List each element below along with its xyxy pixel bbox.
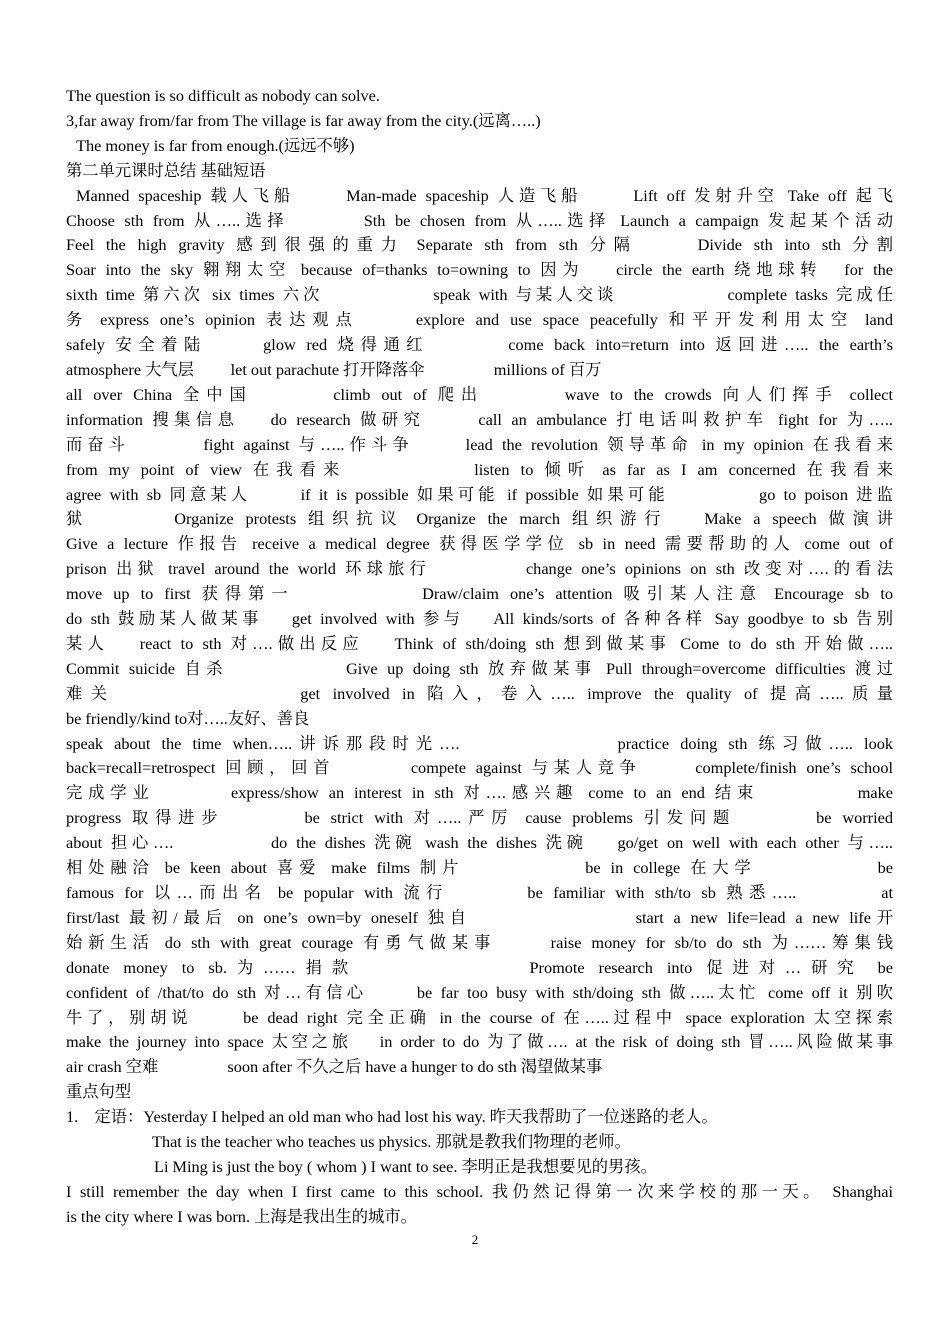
text-line: Feel the high gravity 感到很强的重力 Separate sth from sth 分隔 Divide sth into sth 分割 — [66, 235, 893, 255]
section-heading: 第二单元课时总结 基础短语 — [66, 160, 266, 180]
text-line: do sth 鼓励某人做某事 get involved with 参与 All kinds/sorts of 各种各样 Say goodbye to sb 告别 — [66, 609, 893, 629]
text-line: 牛了，别胡说 be dead right 完全正确 in the course of 在…..过程中 space exploration 太空探索 — [66, 1007, 893, 1027]
text-line: Give a lecture 作报告 receive a medical degree 获得医学学位 sb in need 需要帮助的人 come out of — [66, 534, 893, 554]
text-line: 3,far away from/far from The village is far away from the city.(远离…..) — [66, 110, 541, 130]
text-line: back=recall=retrospect 回顾，回首 compete against 与某人竞争 complete/finish one’s school — [66, 758, 893, 778]
text-line: is the city where I was born. 上海是我出生的城市。 — [66, 1206, 417, 1226]
text-line: Manned spaceship 载人飞船 Man-made spaceship 人造飞船 Lift off 发射升空 Take off 起飞 — [76, 185, 893, 205]
text-line: atmosphere 大气层 let out parachute 打开降落伞 millions of 百万 — [66, 359, 602, 379]
text-line: 1. 定语：Yesterday I helped an old man who had lost his way. 昨天我帮助了一位迷路的老人。 — [66, 1107, 718, 1127]
text-line: progress 取得进步 be strict with 对…..严厉 cause problems 引发问题 be worried — [66, 808, 893, 828]
text-line: 相处融洽 be keen about 喜爱 make films 制片 be in college 在大学 be — [66, 858, 893, 878]
text-line: 某人 react to sth 对….做出反应 Think of sth/doing sth 想到做某事 Come to do sth 开始做….. — [66, 633, 893, 653]
text-line: The question is so difficult as nobody can solve. — [66, 86, 380, 105]
text-line: move up to first 获得第一 Draw/claim one’s attention 吸引某人注意 Encourage sb to — [66, 584, 893, 604]
page-number: 2 — [471, 1232, 479, 1247]
text-line: The money is far from enough.(远远不够) — [76, 135, 355, 155]
text-line: Commit suicide 自杀 Give up doing sth 放弃做某事 Pull through=overcome difficulties 渡过 — [66, 658, 893, 678]
text-line: 务 express one’s opinion 表达观点 explore and use space peacefully 和平开发利用太空 land — [66, 310, 893, 330]
text-line: air crash 空难 soon after 不久之后 have a hunger to do sth 渴望做某事 — [66, 1057, 603, 1077]
text-line: sixth time 第六次 six times 六次 speak with 与某人交谈 complete tasks 完成任 — [66, 285, 893, 305]
text-line: I still remember the day when I first came to this school. 我仍然记得第一次来学校的那一天。 Shanghai — [66, 1181, 893, 1201]
text-line: speak about the time when…..讲诉那段时光…. practice doing sth 练习做….. look — [66, 733, 893, 753]
text-line: That is the teacher who teaches us physics. 那就是教我们物理的老师。 — [152, 1132, 631, 1152]
text-line: agree with sb 同意某人 if it is possible 如果可能 if possible 如果可能 go to poison 进监 — [66, 484, 893, 504]
text-line: all over China 全中国 climb out of 爬出 wave to the crowds 向人们挥手 collect — [66, 384, 893, 404]
text-line: Li Ming is just the boy ( whom ) I want to see. 李明正是我想要见的男孩。 — [154, 1156, 657, 1176]
text-line: 完成学业 express/show an interest in sth 对….感兴趣 come to an end 结束 make — [66, 783, 893, 803]
text-line: information 搜集信息 do research 做研究 call an ambulance 打电话叫救护车 fight for 为….. — [66, 409, 893, 429]
section-heading: 重点句型 — [66, 1082, 132, 1102]
text-line: 难关 get involved in 陷入，卷入….. improve the quality of 提高…..质量 — [66, 683, 893, 703]
text-line: first/last 最初/最后 on one’s own=by oneself 独自 start a new life=lead a new life开 — [66, 907, 893, 927]
document-body — [66, 84, 893, 1230]
text-line: 而奋斗 fight against 与…..作斗争 lead the revolution 领导革命 in my opinion 在我看来 — [66, 434, 893, 454]
text-line: prison 出狱 travel around the world 环球旅行 change one’s opinions on sth 改变对….的看法 — [66, 559, 893, 579]
text-line: Soar into the sky 翱翔太空 because of=thanks to=owning to 因为 circle the earth 绕地球转 for the — [66, 260, 893, 280]
text-line: confident of /that/to do sth 对…有信心 be far too busy with sth/doing sth 做…..太忙 come off it 别吹 — [66, 982, 893, 1002]
text-line: be friendly/kind to对…..友好、善良 — [66, 708, 310, 728]
text-line: 狱 Organize protests 组织抗议 Organize the march 组织游行 Make a speech 做演讲 — [66, 509, 893, 529]
text-line: 始新生活 do sth with great courage 有勇气做某事 raise money for sb/to do sth 为……筹集钱 — [66, 932, 893, 952]
text-line: famous for 以…而出名 be popular with 流行 be familiar with sth/to sb 熟悉….. at — [66, 883, 893, 902]
text-line: Choose sth from 从…..选择 Sth be chosen from 从…..选择 Launch a campaign 发起某个活动 — [66, 210, 893, 230]
text-line: make the journey into space 太空之旅 in order to do 为了做…. at the risk of doing sth 冒…..风险做某事 — [66, 1032, 893, 1052]
text-line: donate money to sb.为……捐款 Promote research into 促进对…研究 be — [66, 957, 893, 977]
text-line: safely 安全着陆 glow red 烧得通红 come back into=return into 返回进….. the earth’s — [66, 335, 893, 355]
text-line: from my point of view 在我看来 listen to 倾听 as far as I am concerned 在我看来 — [66, 459, 893, 479]
text-line: about 担心…. do the dishes 洗碗 wash the dishes 洗碗 go/get on well with each other 与….. — [66, 833, 893, 853]
